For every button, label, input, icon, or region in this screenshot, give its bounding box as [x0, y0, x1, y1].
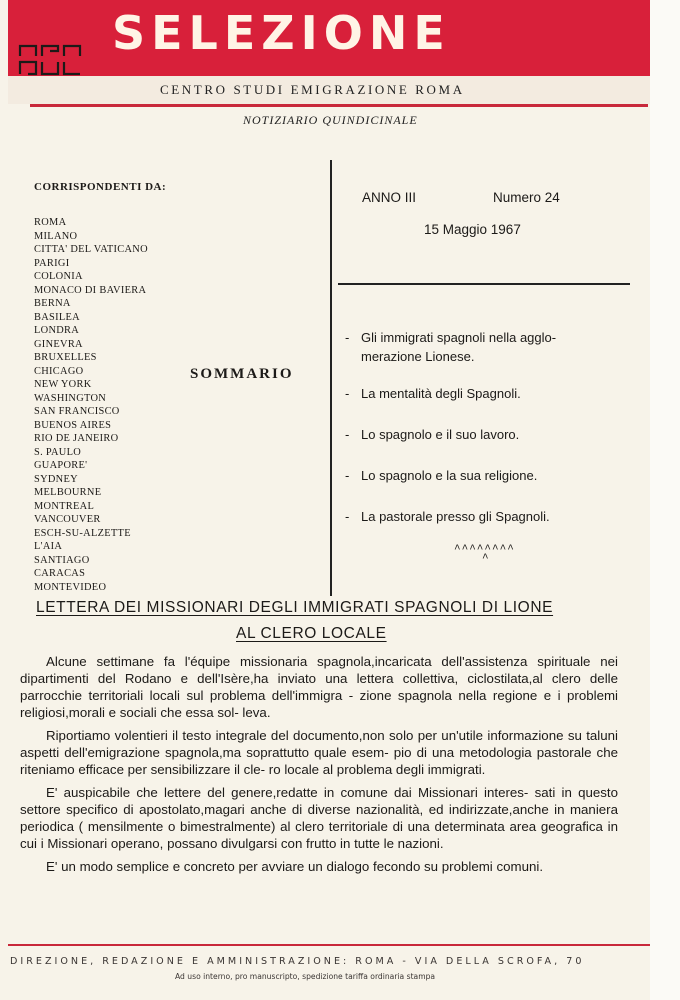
correspondent-city: LONDRA [34, 325, 80, 336]
correspondent-city-list [34, 216, 148, 594]
correspondent-city: NEW YORK [34, 379, 92, 390]
toc-end-mark: ^^^^^^^^ [454, 544, 515, 556]
toc-item [345, 425, 519, 444]
toc-dash: - [345, 427, 350, 442]
toc-end-mark-2: ^ [482, 553, 489, 565]
toc-dash: - [345, 386, 350, 401]
article-body [20, 653, 618, 881]
correspondent-city: SAN FRANCISCO [34, 406, 120, 417]
toc-dash: - [345, 330, 350, 345]
toc-item-text: Gli immigrati spagnoli nella agglo- [361, 330, 557, 345]
header-rule [30, 104, 648, 107]
issue-year: ANNO III [362, 190, 417, 205]
toc-item-text: La mentalità degli Spagnoli. [361, 386, 521, 401]
correspondent-city: MONACO DI BAVIERA [34, 284, 147, 296]
correspondent-city: ESCH-SU-ALZETTE [34, 527, 131, 539]
toc-dash: - [345, 509, 350, 524]
correspondent-city: CHICAGO [34, 365, 84, 377]
article-paragraph: E' auspicabile che lettere del genere,redatte in comune dai Missionari interes- sati in questo settore specifico di apostolato,magari anche di diverse nazionalità, ed indirizzate,anche in maniera periodica ( mensilmente o bimestralmente) al clero territoriale di una determinata area geografica in cui i Missionari operano, possano divulgarsi con frutto in tutte le nazioni. [20, 785, 618, 851]
footer-note: Ad uso interno, pro manuscripto, spedizione tariffa ordinaria stampa [175, 972, 436, 981]
correspondent-city: GINEVRA [34, 338, 83, 350]
correspondent-city: VANCOUVER [34, 514, 101, 525]
issue-divider [338, 283, 630, 285]
article-paragraph: Riportiamo volentieri il testo integrale del documento,non solo per un'utile informazione su taluni aspetti dell'emigrazione spagnola,ma soprattutto quale esem- pio di una metodologia pastorale che riteniamo efficace per sensibilizzare il cle- ro locale al problema degli immigrati. [20, 728, 618, 777]
publication-frequency: NOTIZIARIO QUINDICINALE [243, 113, 418, 127]
toc-item [345, 384, 521, 403]
correspondent-city: SANTIAGO [34, 554, 90, 566]
toc-item [345, 466, 537, 485]
correspondent-city: MELBOURNE [34, 487, 102, 498]
footer-address: DIREZIONE, REDAZIONE E AMMINISTRAZIONE: ROMA - VIA DELLA SCROFA, 70 [10, 956, 585, 967]
correspondent-city: BASILEA [34, 311, 80, 323]
toc-item-text: Lo spagnolo e il suo lavoro. [361, 427, 520, 442]
correspondent-city: BERNA [34, 298, 71, 309]
toc-item [345, 507, 550, 526]
sommario-title: SOMMARIO [190, 366, 294, 382]
article-heading: LETTERA DEI MISSIONARI DEGLI IMMIGRATI SPAGNOLI DI LIONE [36, 599, 554, 616]
correspondent-city: MONTEVIDEO [34, 581, 107, 593]
correspondent-city: WASHINGTON [34, 392, 107, 404]
column-divider [330, 160, 332, 596]
article-subheading: AL CLERO LOCALE [236, 625, 387, 642]
correspondent-city: CITTA' DEL VATICANO [34, 244, 148, 255]
correspondent-city: PARIGI [34, 257, 70, 269]
correspondent-city: RIO DE JANEIRO [34, 433, 119, 444]
correspondent-city: BUENOS AIRES [34, 419, 112, 431]
correspondent-city: GUAPORE' [34, 460, 88, 471]
masthead-title: SELEZIONE [112, 6, 451, 60]
toc-dash: - [345, 468, 350, 483]
publisher-subtitle: CENTRO STUDI EMIGRAZIONE ROMA [160, 82, 465, 97]
issue-date: 15 Maggio 1967 [424, 222, 521, 237]
correspondent-city: COLONIA [34, 271, 83, 282]
correspondent-city: BRUXELLES [34, 352, 97, 363]
issue-number: Numero 24 [493, 190, 560, 205]
article-paragraph: Alcune settimane fa l'équipe missionaria spagnola,incaricata dell'assistenza spirituale nei dipartimenti del Rodano e dell'Isère,ha inviato una lettera collettiva, ciclostilata,al clero delle parrocchie territoriali locali sul problema dell'immigra - zione spagnola nella regione e i problemi religiosi,morali e sociali che essa sol- leva. [20, 654, 618, 720]
correspondent-city: L'AIA [34, 541, 63, 552]
toc-item-text: Lo spagnolo e la sua religione. [361, 468, 538, 483]
correspondents-title: CORRISPONDENTI DA: [34, 181, 167, 193]
toc-item-text-cont: merazione Lionese. [361, 349, 475, 364]
article-paragraph: E' un modo semplice e concreto per avviare un dialogo fecondo su problemi comuni. [46, 859, 544, 874]
footer-rule [8, 944, 650, 946]
correspondent-city: SYDNEY [34, 473, 78, 485]
correspondent-city: CARACAS [34, 568, 86, 579]
correspondent-city: ROMA [34, 217, 67, 228]
toc-item-text: La pastorale presso gli Spagnoli. [361, 509, 550, 524]
correspondent-city: MILANO [34, 230, 78, 242]
page-margin [650, 0, 680, 1000]
correspondent-city: MONTREAL [34, 500, 95, 512]
correspondent-city: S. PAULO [34, 446, 82, 458]
toc-item [345, 328, 556, 366]
